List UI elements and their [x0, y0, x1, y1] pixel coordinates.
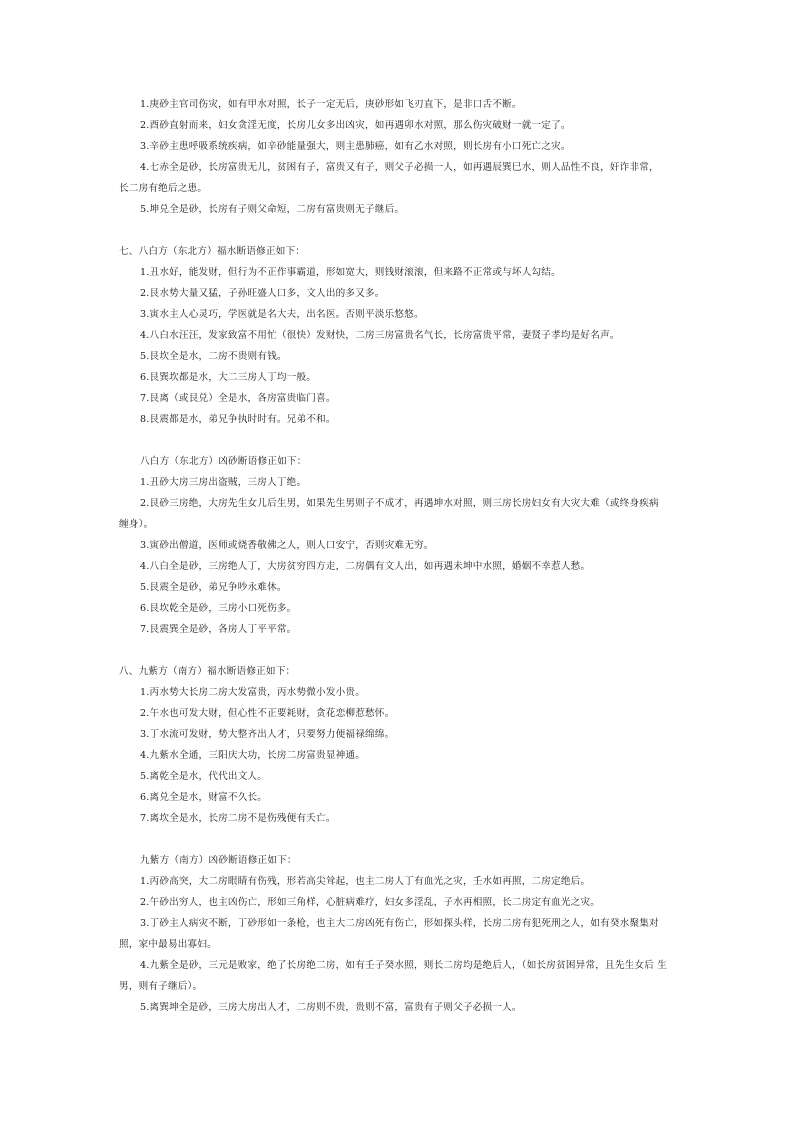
- text-line: 2.酉砂直射而来，妇女贪淫无度，长房儿女多出凶灾，如再遇卯水对照，那么伤灾破财一就一定了。: [140, 120, 571, 131]
- text-line: 1.丙水势大长房二房大发富贵，丙水势微小发小贵。: [140, 687, 366, 698]
- text-line: 5.艮坎全是水，二房不贵则有钱。: [140, 351, 287, 362]
- text-line: 1.丑砂大房三房出盗贼，三房人丁绝。: [140, 477, 307, 488]
- text-line: 1.丙砂高突，大二房眼睛有伤残，形若高尖耸起，也主二房人丁有血光之灾，壬水如再照，二房定绝后。: [140, 876, 591, 887]
- text-line: 6.艮巽坎都是水，大二三房人丁均一般。: [140, 372, 317, 383]
- text-line: 2.午砂出穷人，也主凶伤亡，形如三角样，心脏病难疗，妇女多淫乱，子水再相照，长二房定有血光之灾。: [140, 897, 601, 908]
- text-line: 照，家中最易出寡妇。: [119, 939, 217, 950]
- text-line: 1.丑水好，能发财，但行为不正作事霸道，形如宽大，则钱财滚滚，但来路不正常或与坏人勾结。: [140, 267, 561, 278]
- text-line: 3.寅砂出僧道，医师或烧香敬佛之人，则人口安宁，否则灾难无穷。: [140, 540, 434, 551]
- text-line: 4.九紫全是砂，三元是败家，绝了长房绝二房，如有壬子癸水照，则长二房均是绝后人，（如长房贫困异常，且先生女后 生: [140, 960, 668, 971]
- text-line: 5.坤兑全是砂，长房有子则父命短，二房有富贵则无子继后。: [140, 204, 405, 215]
- text-line: 7.艮离（或艮兑）全是水，各房富贵临门喜。: [140, 393, 336, 404]
- section-heading: 九紫方（南方）凶砂断语修正如下：: [140, 855, 297, 866]
- text-line: 5.离巽坤全是砂，三房大房出人才，二房则不贵，贵则不富，富贵有子则父子必损一人。: [140, 1002, 522, 1013]
- section-heading: 八、九紫方（南方）福水断语修正如下：: [119, 666, 296, 677]
- text-line: 4.九紫水全通，三阳庆大功，长房二房富贵显神通。: [140, 750, 366, 761]
- text-line: 3.丁水流可发财，势大整齐出人才，只要努力便福禄绵绵。: [140, 729, 395, 740]
- text-line: 3.辛砂主患呼吸系统疾病，如辛砂能量强大，则主患肺癌，如有乙水对照，则长房有小口死亡之灾。: [140, 141, 571, 152]
- text-line: 5.艮震全是砂，弟兄争吵永难休。: [140, 582, 287, 593]
- text-line: 5.离乾全是水，代代出文人。: [140, 771, 268, 782]
- text-line: 7.离坎全是水，长房二房不是伤残便有夭亡。: [140, 813, 336, 824]
- text-line: 2.午水也可发大财，但心性不正要耗财，贪花恋柳惹愁怀。: [140, 708, 395, 719]
- text-line: 4.八白水汪汪，发家致富不用忙（很快）发财快，二房三房富贵名气长，长房富贵平常，妻贤子孝均是好名声。: [140, 330, 620, 341]
- text-line: 缠身）。: [119, 519, 154, 530]
- section-heading: 八白方（东北方）凶砂断语修正如下：: [140, 456, 307, 467]
- text-line: 男，则有子继后）。: [119, 981, 203, 992]
- text-line: 1.庚砂主官司伤灾，如有甲水对照，长子一定无后，庚砂形如飞刃直下，是非口舌不断。: [140, 99, 522, 110]
- text-line: 2.艮水势大量又猛，子孙旺盛人口多，文人出的多又多。: [140, 288, 385, 299]
- text-line: 3.寅水主人心灵巧，学医就是名大夫，出名医。否则平淡乐悠悠。: [140, 309, 424, 320]
- text-line: 8.艮震都是水，弟兄争执时时有。兄弟不和。: [140, 414, 336, 425]
- text-line: 6.离兑全是水，财富不久长。: [140, 792, 268, 803]
- text-line: 长二房有绝后之患。: [119, 183, 208, 194]
- text-line: 4.八白全是砂，三房绝人丁，大房贫穷四方走，二房偶有文人出，如再遇未坤中水照，婚姻不幸惹人愁。: [140, 561, 591, 572]
- text-line: 2.艮砂三房绝，大房先生女儿后生男，如果先生男则子不成才，再遇坤水对照，则三房长房妇女有大灾大难（或终身疾病: [140, 498, 659, 509]
- text-line: 7.艮震巽全是砂，各房人丁平平常。: [140, 624, 297, 635]
- text-line: 4.七赤全是砂，长房富贵无儿，贫困有子，富贵又有子，则父子必损一人，如再遇辰巽巳水，则人品性不良，奸诈非常，: [140, 162, 659, 173]
- text-line: 3.丁砂主人病灾不断，丁砂形如一条枪，也主大二房凶死有伤亡，形如探头样，长房二房有犯死刑之人，如有癸水聚集对: [140, 918, 659, 929]
- section-heading: 七、八白方（东北方）福水断语修正如下：: [119, 246, 306, 257]
- text-line: 6.艮坎乾全是砂，三房小口死伤多。: [140, 603, 297, 614]
